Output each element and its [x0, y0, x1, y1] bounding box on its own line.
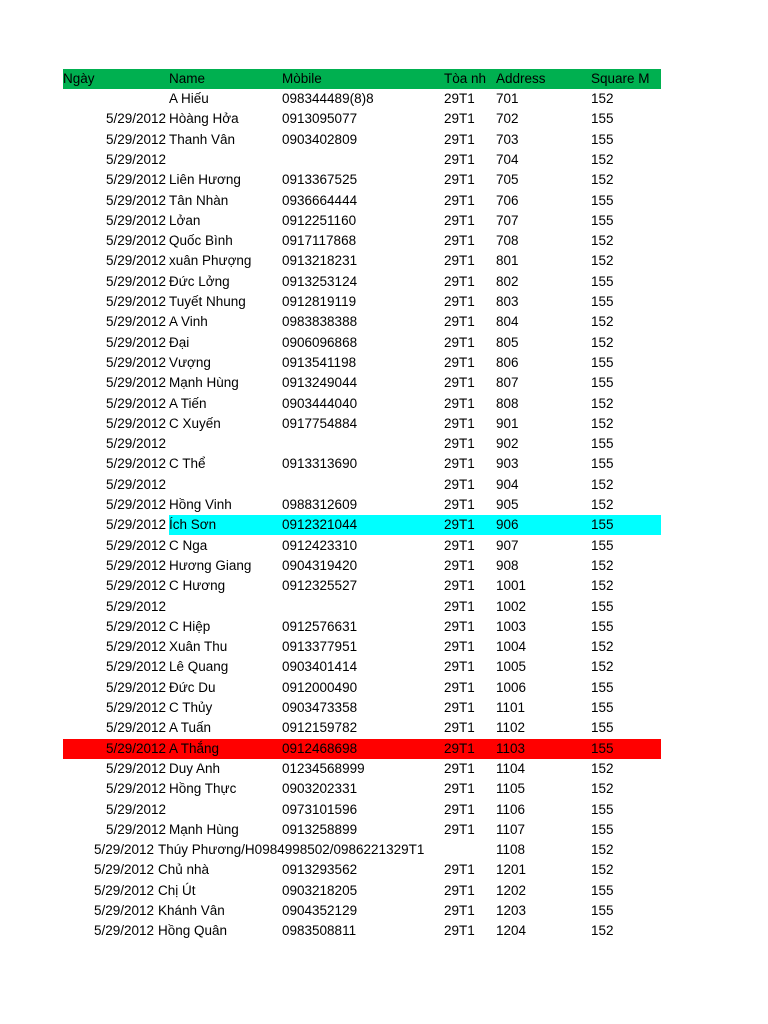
cell-toa: 29T1: [444, 476, 475, 492]
cell-toa: 29T1: [444, 151, 475, 167]
cell-date: 5/29/2012: [93, 923, 154, 939]
cell-date: 5/29/2012: [105, 497, 166, 512]
cell-address: 904: [496, 476, 519, 492]
cell-mobile: 0912576631: [282, 618, 358, 634]
cell-toa: 29T1: [444, 172, 475, 188]
cell-mobile: 098344489(8)8: [282, 91, 374, 106]
table-row: [63, 434, 661, 454]
cell-address: 1203: [496, 903, 527, 918]
cell-square: 152: [591, 862, 614, 878]
cell-toa: 29T1: [444, 314, 475, 330]
cell-mobile: 0912325527: [282, 578, 358, 594]
cell-date: 5/29/2012: [93, 842, 154, 858]
cell-name: A Vinh: [169, 314, 208, 330]
table-row: [63, 718, 661, 738]
table-row: [63, 779, 661, 799]
cell-address: 905: [496, 497, 519, 512]
cell-toa: 29T1: [444, 639, 475, 655]
cell-address: 1102: [496, 720, 526, 736]
cell-toa: 29T1: [444, 740, 475, 756]
cell-square: 155: [591, 131, 614, 147]
cell-toa: 29T1: [444, 517, 475, 533]
cell-date: 5/29/2012: [105, 111, 166, 127]
cell-toa: 29T1: [444, 456, 475, 472]
cell-mobile: 0904319420: [282, 557, 358, 573]
cell-date: 5/29/2012: [105, 821, 166, 837]
cell-name: Thúy Phương/H0984998502/0986221329T1: [158, 842, 425, 858]
cell-address: 1101: [496, 700, 526, 715]
cell-toa: 29T1: [444, 131, 475, 147]
cell-date: 5/29/2012: [105, 639, 166, 655]
cell-name: Ích Sơn: [169, 515, 661, 535]
cell-toa: 29T1: [444, 557, 475, 573]
cell-name: Tân Nhàn: [169, 192, 229, 208]
cell-mobile: 0913377951: [282, 639, 358, 655]
cell-date: 5/29/2012: [105, 618, 166, 634]
cell-date: [63, 89, 166, 109]
table-row: [63, 678, 661, 698]
cell-toa: 29T1: [444, 354, 475, 370]
cell-address: 1105: [496, 781, 526, 797]
cell-toa: 29T1: [444, 659, 475, 675]
cell-date: 5/29/2012: [93, 882, 154, 898]
table-row: [63, 860, 661, 880]
cell-mobile: 0903402809: [282, 131, 358, 147]
cell-address: 706: [496, 192, 519, 208]
cell-toa: 29T1: [444, 903, 475, 918]
cell-address: 703: [496, 131, 519, 147]
cell-square: 155: [591, 679, 614, 695]
cell-toa: 29T1: [444, 720, 475, 736]
table-row: [63, 840, 661, 860]
cell-date: 5/29/2012: [105, 192, 166, 208]
cell-address: 707: [496, 212, 519, 228]
table-row: [63, 739, 661, 759]
cell-name: Lê Quang: [169, 659, 229, 675]
cell-name: Liên Hương: [169, 172, 241, 188]
cell-mobile: 0903401414: [282, 659, 358, 675]
cell-mobile: 0936664444: [282, 192, 358, 208]
table-row: [63, 495, 661, 515]
table-row: [63, 617, 661, 637]
cell-date: 5/29/2012: [105, 233, 166, 249]
cell-mobile: 0912468698: [282, 740, 358, 756]
cell-address: 1106: [496, 801, 526, 817]
cell-square: 155: [591, 821, 614, 837]
cell-toa: 29T1: [444, 212, 475, 228]
table-row: [63, 881, 661, 901]
cell-toa: 29T1: [444, 801, 475, 817]
cell-address: 902: [496, 436, 519, 452]
cell-square: 152: [591, 557, 614, 573]
cell-date: 5/29/2012: [105, 476, 166, 492]
cell-date: 5/29/2012: [105, 679, 166, 695]
cell-square: 155: [591, 720, 614, 736]
cell-address: 903: [496, 456, 519, 472]
cell-mobile: 0913313690: [282, 456, 358, 472]
cell-mobile: 0983508811: [282, 923, 357, 939]
cell-date: 5/29/2012: [105, 436, 166, 452]
table-row: [63, 191, 661, 211]
cell-date: 5/29/2012: [105, 354, 166, 370]
table-row: [63, 515, 661, 535]
cell-date: 5/29/2012: [105, 720, 166, 736]
header-toa: Tòa nh: [444, 71, 487, 86]
cell-toa: 29T1: [444, 618, 475, 634]
cell-date: 5/29/2012: [105, 700, 166, 715]
cell-name: Vượng: [169, 354, 211, 370]
cell-name: C Hiệp: [169, 618, 211, 634]
cell-address: 1201: [496, 862, 527, 878]
cell-date: 5/29/2012: [105, 395, 166, 411]
cell-date: 5/29/2012: [105, 172, 166, 188]
cell-mobile: 0912819119: [282, 294, 357, 309]
header-square: Square M: [591, 71, 650, 86]
cell-square: 152: [591, 91, 614, 106]
cell-square: 155: [591, 537, 614, 553]
cell-address: 708: [496, 233, 519, 249]
cell-name: Đức Lởng: [169, 273, 230, 289]
cell-mobile: 0913293562: [282, 862, 358, 878]
cell-name: Xuân Thu: [169, 639, 228, 655]
cell-square: 155: [591, 801, 614, 817]
cell-address: 1104: [496, 760, 526, 776]
cell-toa: 29T1: [444, 233, 475, 249]
cell-name: Đức Du: [169, 679, 216, 695]
cell-square: 152: [591, 639, 614, 655]
cell-address: 1108: [496, 842, 526, 858]
cell-toa: 29T1: [444, 537, 475, 553]
cell-date: 5/29/2012: [105, 151, 166, 167]
cell-mobile: 0983838388: [282, 314, 358, 330]
cell-square: 152: [591, 923, 614, 939]
cell-toa: 29T1: [444, 598, 475, 614]
table-row: [63, 353, 661, 373]
cell-square: 155: [591, 882, 614, 898]
cell-square: 155: [591, 436, 614, 452]
cell-mobile: 01234568999: [282, 760, 365, 776]
cell-toa: 29T1: [444, 497, 475, 512]
header-mobile: Mòbile: [282, 71, 322, 86]
table-row: [63, 820, 661, 840]
cell-date: 5/29/2012: [93, 862, 154, 878]
table-row: [63, 292, 661, 312]
cell-name: Duy Anh: [169, 760, 221, 776]
cell-mobile: 0988312609: [282, 497, 358, 512]
cell-mobile: 0913218231: [282, 253, 358, 269]
cell-address: 803: [496, 294, 519, 309]
cell-address: 1005: [496, 659, 527, 675]
cell-mobile: 0912159782: [282, 720, 358, 736]
cell-name: Hồng Quân: [158, 923, 228, 939]
cell-date: 5/29/2012: [105, 294, 166, 309]
cell-date: 5/29/2012: [105, 578, 166, 594]
cell-square: 155: [591, 517, 614, 533]
cell-date: 5/29/2012: [105, 334, 166, 350]
cell-square: 152: [591, 415, 614, 431]
table-row: [63, 901, 661, 921]
cell-square: 152: [591, 497, 614, 512]
cell-date: 5/29/2012: [105, 131, 166, 147]
cell-name: C Xuyến: [169, 415, 221, 431]
table-row: [63, 576, 661, 596]
cell-mobile: 0912251160: [282, 212, 357, 228]
cell-mobile: 0903473358: [282, 700, 358, 715]
cell-mobile: 0973101596: [282, 801, 358, 817]
cell-toa: 29T1: [444, 821, 475, 837]
cell-date: 5/29/2012: [105, 375, 166, 391]
cell-address: 801: [496, 253, 519, 269]
cell-toa: 29T1: [444, 111, 475, 127]
cell-address: 1107: [496, 821, 526, 837]
table-row: [63, 475, 661, 495]
cell-toa: 29T1: [444, 760, 475, 776]
table-row: [63, 759, 661, 779]
cell-date: 5/29/2012: [93, 903, 154, 918]
cell-toa: 29T1: [444, 700, 475, 715]
cell-square: 152: [591, 395, 614, 411]
table-row: [63, 597, 661, 617]
table-row: [63, 231, 661, 251]
cell-square: 155: [591, 618, 614, 634]
table-row: [63, 89, 661, 109]
cell-date: 5/29/2012: [105, 456, 166, 472]
header-date: Ngày: [63, 71, 95, 86]
cell-name: A Tuấn: [169, 720, 212, 736]
cell-address: 1103: [496, 740, 526, 756]
header-name: Name: [169, 71, 206, 86]
cell-address: 1001: [496, 578, 527, 594]
cell-toa: 29T1: [444, 294, 475, 309]
cell-date: 5/29/2012: [105, 537, 166, 553]
cell-address: 802: [496, 273, 519, 289]
cell-name: Chị Út: [158, 882, 196, 898]
table-row: [63, 312, 661, 332]
cell-square: 152: [591, 233, 614, 249]
cell-address: 1004: [496, 639, 527, 655]
cell-address: 1202: [496, 882, 527, 898]
cell-date: 5/29/2012: [105, 517, 166, 533]
cell-date: 5/29/2012: [105, 253, 166, 269]
cell-toa: 29T1: [444, 253, 475, 269]
cell-address: 907: [496, 537, 519, 553]
cell-name: Hồng Thực: [169, 781, 237, 797]
cell-date: 5/29/2012: [105, 760, 166, 776]
table-row: [63, 800, 661, 820]
cell-toa: 29T1: [444, 578, 475, 594]
cell-name: Đại: [169, 334, 190, 350]
cell-address: 701: [496, 91, 519, 106]
cell-name: C Thủy: [169, 700, 213, 715]
table-row: [63, 556, 661, 576]
cell-mobile: 0913253124: [282, 273, 358, 289]
cell-name: Chủ nhà: [158, 862, 210, 878]
cell-square: 152: [591, 659, 614, 675]
table-row: [63, 394, 661, 414]
cell-address: 805: [496, 334, 519, 350]
cell-square: 152: [591, 781, 614, 797]
cell-address: 804: [496, 314, 519, 330]
cell-name: Tuyết Nhung: [169, 294, 246, 309]
cell-square: 155: [591, 294, 614, 309]
table-row: [63, 109, 661, 129]
cell-date: 5/29/2012: [105, 415, 166, 431]
cell-toa: 29T1: [444, 436, 475, 452]
cell-address: 806: [496, 354, 519, 370]
cell-mobile: 0917754884: [282, 415, 358, 431]
cell-square: 152: [591, 760, 614, 776]
cell-mobile: 0903218205: [282, 882, 358, 898]
cell-mobile: 0906096868: [282, 334, 358, 350]
cell-address: 702: [496, 111, 519, 127]
cell-toa: 29T1: [444, 395, 475, 411]
table-row: [63, 536, 661, 556]
cell-toa: 29T1: [444, 192, 475, 208]
cell-address: 1002: [496, 598, 527, 614]
cell-mobile: 0912000490: [282, 679, 358, 695]
cell-name: Lởan: [169, 212, 201, 228]
cell-toa: 29T1: [444, 375, 475, 391]
cell-mobile: 0913367525: [282, 172, 358, 188]
cell-name: C Nga: [169, 537, 208, 553]
header-row: [63, 69, 661, 89]
cell-name: A Tiến: [169, 395, 207, 411]
cell-square: 155: [591, 598, 614, 614]
cell-square: 155: [591, 456, 614, 472]
cell-date: 5/29/2012: [105, 801, 166, 817]
cell-mobile: 0917117868: [282, 233, 357, 249]
cell-square: 152: [591, 151, 614, 167]
cell-square: 155: [591, 700, 614, 715]
cell-mobile: 0903202331: [282, 781, 358, 797]
cell-address: 705: [496, 172, 519, 188]
cell-square: 152: [591, 476, 614, 492]
cell-address: 1003: [496, 618, 527, 634]
header-address: Address: [496, 71, 546, 86]
cell-square: 155: [591, 903, 614, 918]
cell-square: 152: [591, 842, 614, 858]
cell-square: 155: [591, 212, 614, 228]
cell-mobile: 0913095077: [282, 111, 358, 127]
cell-square: 155: [591, 354, 614, 370]
cell-date: 5/29/2012: [105, 740, 166, 756]
cell-toa: 29T1: [444, 334, 475, 350]
cell-date: 5/29/2012: [105, 212, 166, 228]
cell-address: 704: [496, 151, 519, 167]
cell-address: 1006: [496, 679, 527, 695]
cell-square: 152: [591, 578, 614, 594]
cell-date: 5/29/2012: [105, 781, 166, 797]
table-row: [63, 698, 661, 718]
cell-name: Hồng Vinh: [169, 497, 232, 512]
table-row: [63, 414, 661, 434]
table-row: [63, 333, 661, 353]
cell-mobile: 0912423310: [282, 537, 358, 553]
table-row: [63, 130, 661, 150]
table-row: [63, 657, 661, 677]
cell-address: 901: [496, 415, 519, 431]
cell-mobile: 0913249044: [282, 375, 358, 391]
cell-toa: 29T1: [444, 781, 475, 797]
table-row: [63, 921, 661, 941]
cell-toa: 29T1: [444, 862, 475, 878]
cell-address: 808: [496, 395, 519, 411]
cell-address: 908: [496, 557, 519, 573]
cell-name: Quốc Bình: [169, 233, 233, 249]
cell-date: 5/29/2012: [105, 273, 166, 289]
cell-name: Mạnh Hùng: [169, 821, 239, 837]
cell-toa: 29T1: [444, 415, 475, 431]
cell-mobile: 0903444040: [282, 395, 358, 411]
table-row: [63, 373, 661, 393]
cell-square: 155: [591, 273, 614, 289]
cell-toa: 29T1: [444, 679, 475, 695]
table-row: [63, 251, 661, 271]
cell-name: C Hương: [169, 578, 226, 594]
cell-name: xuân Phượng: [169, 253, 252, 269]
table-row: [63, 211, 661, 231]
cell-name: Hương Giang: [169, 557, 252, 573]
cell-square: 155: [591, 375, 614, 391]
cell-toa: 29T1: [444, 882, 475, 898]
table-row: [63, 272, 661, 292]
cell-date: 5/29/2012: [105, 659, 166, 675]
cell-square: 155: [591, 740, 614, 756]
table-row: [63, 637, 661, 657]
cell-square: 152: [591, 172, 614, 188]
cell-name: C Thể: [169, 456, 206, 472]
cell-mobile: 0904352129: [282, 903, 358, 918]
cell-name: Thanh Vân: [169, 131, 236, 147]
cell-name: A Hiếu: [169, 91, 209, 106]
cell-square: 152: [591, 334, 614, 350]
cell-toa: 29T1: [444, 273, 475, 289]
cell-address: 1204: [496, 923, 527, 939]
cell-mobile: 0912321044: [282, 517, 358, 533]
cell-name: A Thắng: [169, 740, 220, 756]
cell-name: Khánh Vân: [158, 903, 225, 918]
table-row: [63, 150, 661, 170]
cell-square: 155: [591, 111, 614, 127]
cell-mobile: 0913258899: [282, 821, 358, 837]
cell-name: Hòàng Hởa: [169, 111, 239, 127]
cell-date: 5/29/2012: [105, 314, 166, 330]
table-row: [63, 454, 661, 474]
cell-mobile: 0913541198: [282, 354, 357, 370]
cell-square: 155: [591, 192, 614, 208]
cell-toa: 29T1: [444, 923, 475, 939]
cell-address: 807: [496, 375, 519, 391]
cell-date: 5/29/2012: [105, 598, 166, 614]
cell-toa: 29T1: [444, 91, 475, 106]
table-row: [63, 170, 661, 190]
cell-square: 152: [591, 314, 614, 330]
cell-address: 906: [496, 517, 519, 533]
cell-name: Mạnh Hùng: [169, 375, 239, 391]
cell-date: 5/29/2012: [105, 557, 166, 573]
cell-square: 152: [591, 253, 614, 269]
